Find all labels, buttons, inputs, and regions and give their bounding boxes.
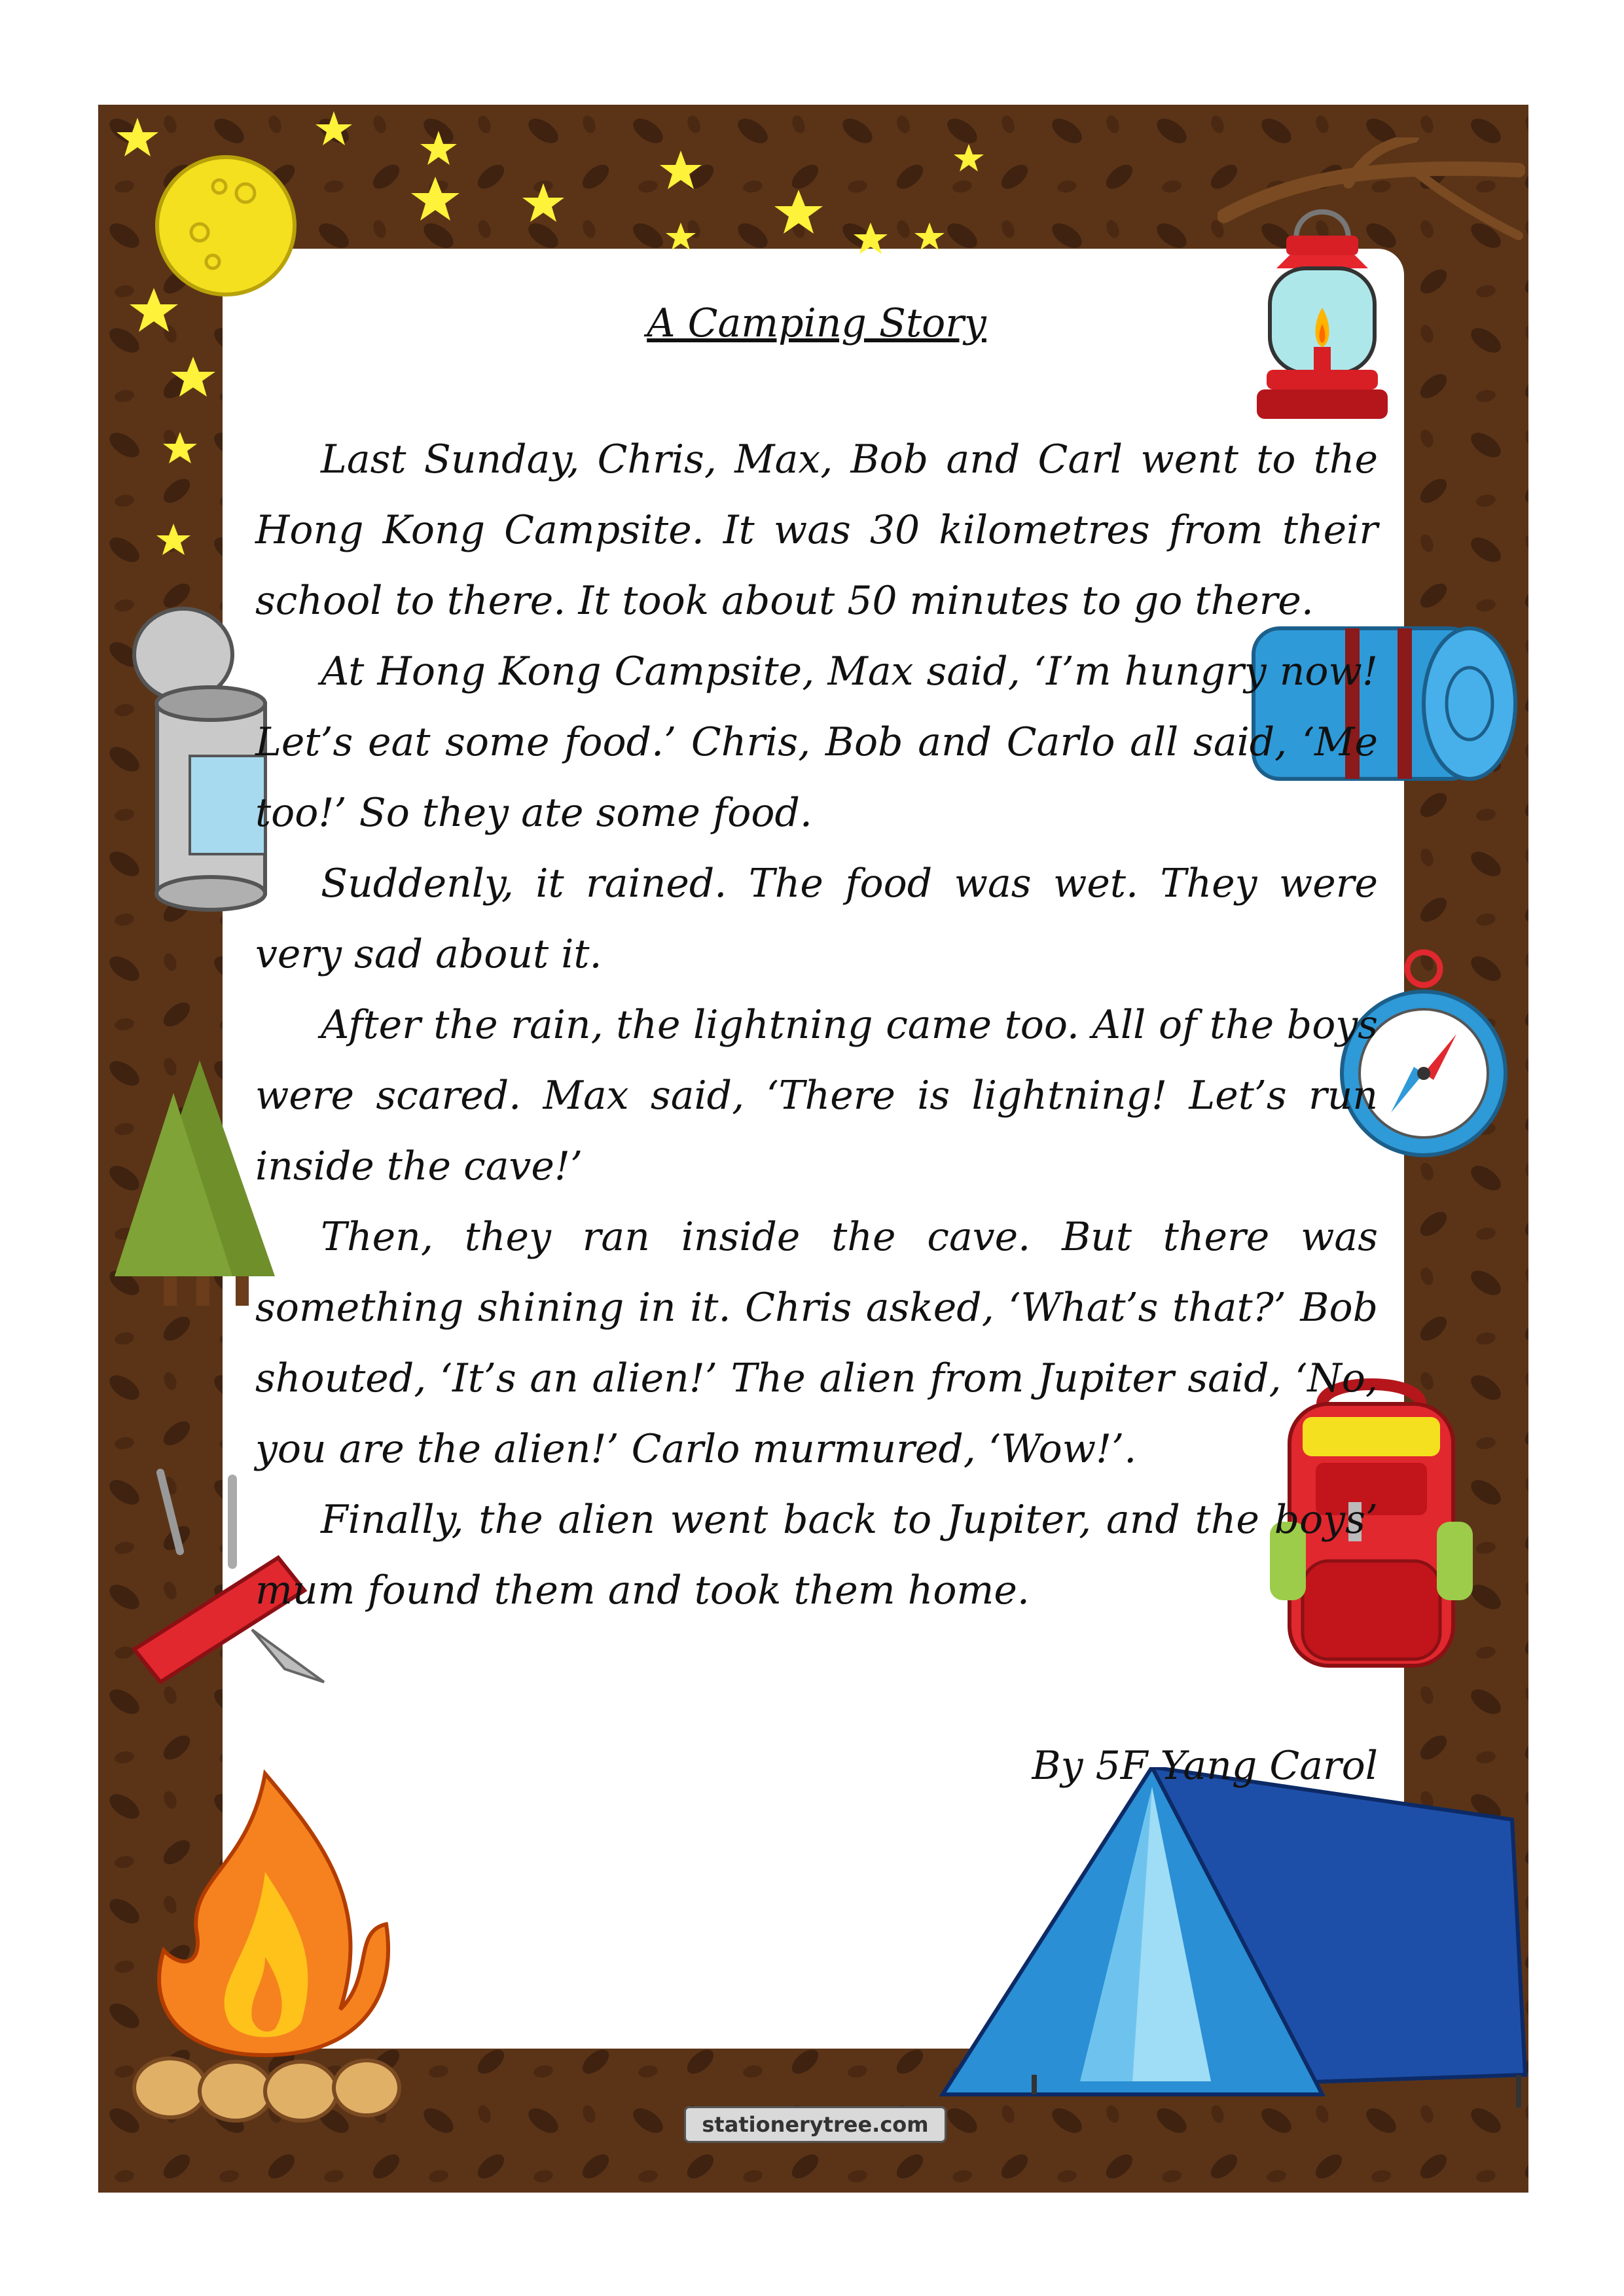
star-icon — [171, 357, 215, 397]
star-icon — [420, 131, 457, 165]
star-icon — [954, 144, 984, 171]
star-icon — [914, 223, 945, 250]
campfire-icon — [124, 1761, 406, 2127]
paragraph: Suddenly, it rained. The food was wet. They were very sad about it. — [255, 861, 1378, 977]
paragraph: Then, they ran inside the cave. But there was something shining in it. Chris asked, ‘What’s that?’ Bob shouted, ‘It’s an alien!’ The alien from Jupiter said, ‘No, you are the alien!’ Carlo murmured, ‘Wow!’. — [255, 1214, 1378, 1472]
tent-icon — [936, 1767, 1528, 2121]
star-icon — [660, 151, 702, 189]
star-icon — [156, 524, 190, 555]
star-icon — [666, 223, 696, 250]
author-signature: By 5F Yang Carol — [1032, 1743, 1378, 1789]
watermark-logo: stationerytree.com — [684, 2106, 947, 2143]
star-icon — [774, 190, 823, 234]
star-icon — [522, 183, 564, 222]
star-icon — [130, 288, 178, 332]
star-icon — [163, 432, 197, 463]
star-icon — [117, 118, 158, 156]
paragraph: Finally, the alien went back to Jupiter, and the boys’ mum found them and took them home. — [255, 1497, 1378, 1613]
story-text — [255, 288, 1378, 1801]
star-icon — [316, 111, 352, 145]
paragraph: At Hong Kong Campsite, Max said, ‘I’m hungry now! Let’s eat some food.’ Chris, Bob and Carlo all said, ‘Me too!’ So they ate some food. — [255, 649, 1378, 836]
paragraph: Last Sunday, Chris, Max, Bob and Carl went to the Hong Kong Campsite. It was 30 kilometres from their school to there. It took about 50 minutes to go there. — [255, 437, 1378, 624]
paragraph: After the rain, the lightning came too. All of the boys were scared. Max said, ‘There is lightning! Let’s run inside the cave!’ — [255, 1002, 1378, 1189]
story-title: A Camping Story — [647, 300, 986, 346]
star-icon — [854, 223, 888, 254]
star-icon — [411, 177, 460, 221]
